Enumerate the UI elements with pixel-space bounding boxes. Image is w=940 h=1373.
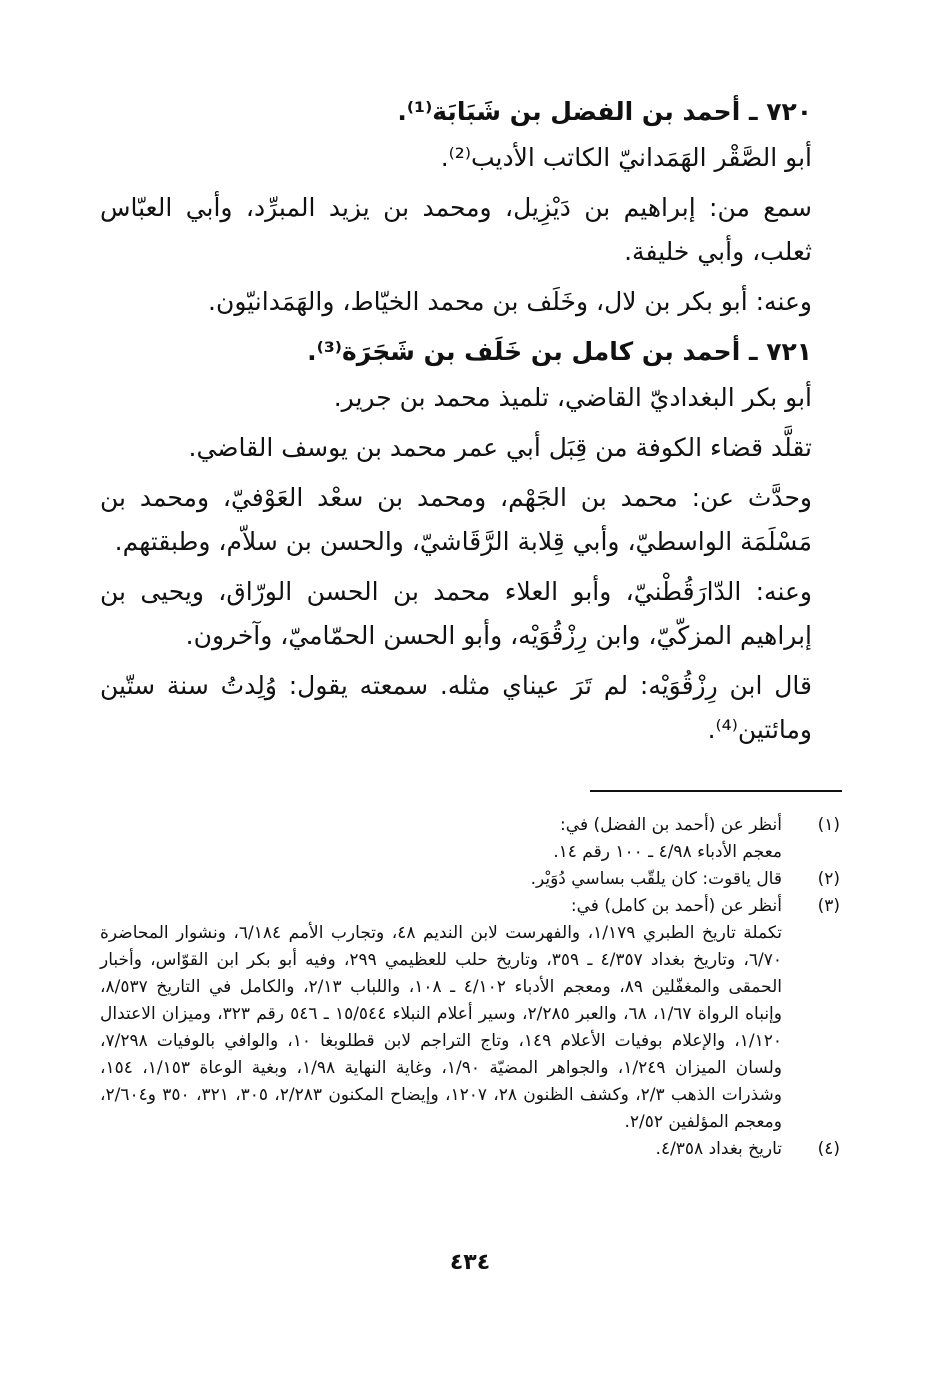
footnotes — [100, 812, 840, 1163]
footnote-body — [100, 866, 782, 893]
page-number: ٤٣٤ — [449, 1250, 491, 1275]
footnote-line: تاريخ بغداد ٤/٣٥٨. — [655, 1139, 782, 1159]
entry-720-teachers: سمع من: إبراهيم بن دَيْزِيل، ومحمد بن يزيد المبرِّد، وأبي العبّاس ثعلب، وأبي خليفة. — [100, 193, 812, 266]
entry-721-teachers: وحدَّث عن: محمد بن الجَهْم، ومحمد بن سعْد العَوْفيّ، ومحمد بن مَسْلَمَة الواسطيّ، وأبي قِلابة الرَّقَاشيّ، والحسن بن سلاّم، وطبقتهم. — [100, 483, 812, 556]
footnote-number: (٢) — [817, 869, 840, 889]
footnote-line: معجم الأدباء ٤/٩٨ ـ ١٠٠ رقم ١٤. — [553, 842, 782, 862]
entry-title-720: ٧٢٠ ـ أحمد بن الفضل بن شَبَابَة⁽¹⁾. — [397, 97, 812, 126]
footnote-line: أنظر عن (أحمد بن كامل) في: — [570, 896, 782, 916]
entry-721-office: تقلَّد قضاء الكوفة من قِبَل أبي عمر محمد بن يوسف القاضي. — [188, 433, 812, 462]
footnote-2 — [100, 866, 840, 893]
footnote-line: قال ياقوت: كان يلقّب بساسي دُوَيْر. — [530, 869, 782, 889]
footnote-body — [100, 812, 782, 866]
entry-721-kunya: أبو بكر البغداديّ القاضي، تلميذ محمد بن جرير. — [333, 383, 812, 412]
footnote-3 — [100, 893, 840, 1136]
footnote-number: (٣) — [817, 896, 840, 916]
main-text — [100, 90, 840, 758]
footnote-line: أنظر عن (أحمد بن الفضل) في: — [560, 815, 782, 835]
footnote-1 — [100, 812, 840, 866]
footnote-body — [100, 1136, 782, 1163]
entry-title-721: ٧٢١ ـ أحمد بن كامل بن خَلَف بن شَجَرَة⁽³⁾. — [307, 337, 812, 366]
footnote-4 — [100, 1136, 840, 1163]
footnote-body — [100, 893, 782, 1136]
footnote-line: تكملة تاريخ الطبري ١/١٧٩، والفهرست لابن النديم ٤٨، وتجارب الأمم ٦/١٨٤، ونشوار المحاضرة ٦/٧٠، وتاريخ بغداد ٤/٣٥٧ ـ ٣٥٩، وتاريخ حلب للعظيمي ٢٩٩، وفيه أبو بكر ابن القوّاس، وأخبار الحمقى والمغفّلين ٨٩، ومعجم الأدباء ٤/١٠٢ ـ ١٠٨، واللباب ٢/١٣، والكامل في التاريخ ٨/٥٣٧، وإنباه الرواة ١/٦٧، ٦٨، والعبر ٢/٢٨٥، وسير أعلام النبلاء ١٥/٥٤٤ ـ ٥٤٦ رقم ٣٢٣، وميزان الاعتدال ١/١٢٠، والإعلام بوفيات الأعلام ١٤٩، وتاج التراجم لابن قطلوبغا ١٠، والوافي بالوفيات ٧/٢٩٨، ولسان الميزان ١/٢٤٩، والجواهر المضيّة ١/٩٠، وغاية النهاية ١/٩٨، وبغية الوعاة ١/١٥٣، ١٥٤، وشذرات الذهب ٢/٣، وكشف الظنون ٢٨، ١٢٠٧، وإيضاح المكنون ٢/٢٨٣، ٣٠٥، ٣٢١، ٣٥٠ و٢/٦٠٤، ومعجم المؤلفين ٢/٥٢. — [100, 923, 783, 1132]
entry-720-kunya: أبو الصَّقْر الهَمَدانيّ الكاتب الأديب⁽²⁾. — [440, 143, 812, 172]
footnote-number: (٤) — [817, 1139, 840, 1159]
entry-721-students: وعنه: الدّارَقُطْنيّ، وأبو العلاء محمد بن الحسن الورّاق، ويحيى بن إبراهيم المزكّيّ، وابن رِزْقُوَيْه، وأبو الحسن الحمّاميّ، وآخرون. — [100, 577, 812, 650]
footnote-number: (١) — [817, 815, 840, 835]
entry-720-students: وعنه: أبو بكر بن لال، وخَلَف بن محمد الخيّاط، والهَمَدانيّون. — [208, 287, 812, 316]
entry-721-quote: قال ابن رِزْقُوَيْه: لم تَرَ عيناي مثله. سمعته يقول: وُلِدتُ سنة ستّين ومائتين⁽⁴⁾. — [100, 671, 812, 744]
footnote-divider — [590, 790, 842, 792]
